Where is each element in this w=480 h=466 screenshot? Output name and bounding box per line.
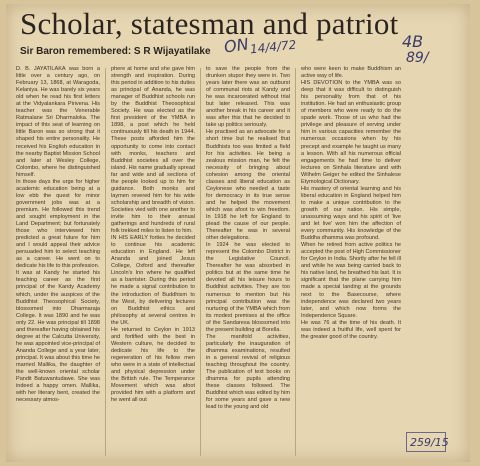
article-column-4 [301,66,401,458]
handwritten-mark-on: ON [222,34,250,57]
paragraph: He returned to Ceylon in 1913 and fortified with the best in Western culture, he decided to dedicate his life to the regeneration of his fellow men who were in a state of intellectual and physical depression under the British rule. The Temperance Movement which was afoot provided him with a platform and he went all out [111,326,195,404]
column-divider [105,68,106,456]
paragraph: IN HIS EARLY forties he decided to continue his academic education in England. He left Ananda and joined Jesus College, Oxford and thereafter Lincoln's Inn where he qualified as a barrister. During this period he made a signal contribution to the introduction of Buddhism to the West, by delivering lectures on Buddhist ethics and philosophy at several centres in the UK. [111,235,195,326]
handwritten-ref-bottom: 259/15 [410,436,449,449]
handwritten-ref-top-2: 89/ [406,50,429,66]
handwritten-ref-top-1: 4B [402,32,424,51]
article-body [16,66,468,458]
paragraph: In those days the urge for higher academic education being at a low ebb the quest for minor government jobs was at a premium. He followed this trend and sought employment in the Land Department; but fortunately those who interviewed him predicted a great future for him and I would appeal their advice persuaded him to select teaching as a career. He went on to dedicate his life to this profession. [16,178,100,270]
column-divider [295,68,296,456]
paragraph: to save the people from the drunken stupor they were in. Two years later there was an outburst of communal riots at Kandy and he was incarcerated without trial but later released. This was another break in his career and it was after this that he decided to take up politics seriously. [206,66,290,129]
paragraph: phere at home and she gave him strength and inspiration. During this period in addition to his duties as principal of Ananda, he was manager of Buddhist schools run by the Buddhist Theosophical Society. He was elected as the first president of the YMBA in 1898, a post which he held continuously till his death in 1944. These posts afforded him the opportunity to come into contact with monks, teachers and Buddhist societies all over the island. His name gradually spread far and wide and all sections of the people looked up to him for guidance. Both monks and laymen revered him for his wide scholarship and breadth of vision. Societies vied with one another to invite him to their annual gatherings and hundreds of rural folk trekked miles to listen to him. [111,66,195,235]
paragraph: When he retired from active politics he accepted the post of High Commissioner for Ceylon in India. Shortly after he fell ill and while he was being carried back to his native land, he breathed his last. It is significant that the plane carrying him made a special landing at the grounds next to the Basecourse, where independence was declared two years later, and which now forms the Independence Square. [301,242,401,319]
handwritten-date: 14/4/72 [249,37,297,57]
paragraph: He was 76 at the time of his death. It was indeed a fruitful life, well spent for the greater good of the country. [301,319,401,340]
headline: Scholar, statesman and patriot [20,6,399,41]
paragraph: HIS DEVOTION to the YMBA was so deep that it was difficult to distinguish his personality from that of his institution. He had an enthusiastic group of members who were ready to do the spade work. Those of us who had the privilege and pleasure of serving under him in various capacities remember the numerous occasions when by his precept and example he taught us many a lesson. With all his numerous official engagements he had time to deliver lectures on Sinhala literature and with Wilhelm Geiger he edited the Sinhalese Etymological Dictionary. [301,80,401,185]
article-column-2 [111,66,195,458]
paragraph: who were keen to make Buddhism an active way of life. [301,66,401,80]
paragraph: D. B. JAYATILAKA was born a little over a century ago, on February 13, 1868, at Waragoda, Kelaniya. He was barely six years old when he read his first letters at the Vidyalankara Pirivena. His teacher was the Venerable Ratmalane Sri Dharmaloka. The impact of this seat of learning on little Baron was so strong that it shaped his entire personality. He received his English education in the nearby Baptist Mission School and later at Wesley College, Colombo, where he distinguished himself. [16,66,100,178]
paragraph: The manifold activities, particularly the inauguration of dhamma examinations, resulted in a general revival of religious teaching throughout the country. The publication of text books on dhamma for pupils attending these classes followed. The Buddhist which was edited by him for some years and gave a new lead to the young and old [206,333,290,411]
article-column-3 [206,66,290,458]
article-column-1 [16,66,100,458]
paragraph: His mastery of oriental learning and his liberal education in England helped him to make a unique contribution to the growth of our nation. His simple, unassuming ways and his spirit of 'live and let live' won him the affection of every community. His knowledge of the Buddha dhamma was profound. [301,185,401,242]
byline: Sir Baron remembered: S R Wijayatilake [20,46,211,57]
paragraph: In 1924 he was elected to represent the Colombo District in the Legislative Council. Thereafter he was absorbed in politics but at the same time he devoted all his leisure hours to Buddhist activities. They are too numerous to mention but his principal contribution was the nurturing of the YMBA which from its modest premises at the office of the Sandaresa blossomed into the present building at Borella. [206,242,290,333]
newspaper-clipping [6,4,470,462]
paragraph: He practised as an advocate for a short time but he realised that Buddhists too was limited a field for his activities. He being a zealous mission man, he felt the necessity of bringing about cohesion among the oriental classes and liberal education as Ceylonese who needed a taste for democracy in its true sense and he helped the movement which was afoot to win freedom. In 1918 he left for England to plead the cause of our people. Thereafter he was in several other delegations. [206,129,290,242]
column-divider [200,68,201,456]
paragraph: It was at Kandy he started his teaching career as the first principal of the Kandy Academy which, under the auspices of the Buddhist Theosophical Society, blossomed into Dharmaraja College. It was 1890 and he was only 22. He was principal till 1898 and thereafter having obtained his degree at the Calcutta University, he was appointed vice-principal of Ananda College and a year later, principal. It was about this time he married Mallika, the daughter of the well-known oriental scholar Pandit Batuwantudawe. She was indeed a happy omen. Mallika, with her literary bent, created the necessary atmos- [16,270,100,404]
